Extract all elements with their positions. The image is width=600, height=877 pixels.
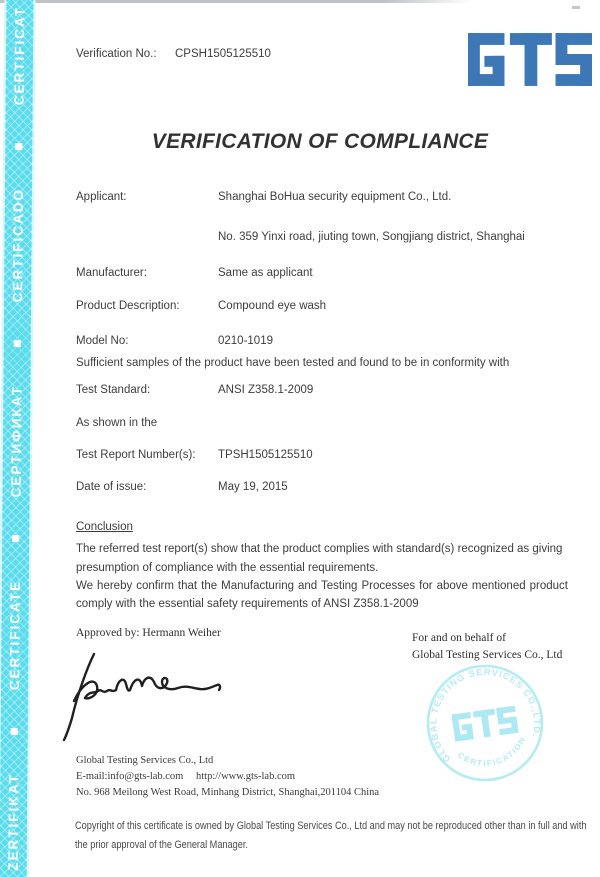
scan-artifact-streak (0, 0, 472, 3)
verification-no-value: CPSH1505125510 (175, 48, 271, 60)
behalf-line-1: For and on behalf of (412, 632, 506, 644)
footer-contacts (76, 771, 295, 782)
stamp-arc-bottom-text: CERTIFICATION (456, 734, 528, 769)
stamp-arc-top-text: GLOBAL TESTING SERVICES CO.,LTD. (428, 666, 543, 765)
svg-text:GLOBAL TESTING SERVICES CO.,LT (415, 654, 547, 766)
certificate-side-band (0, 0, 36, 877)
test-standard-label: Test Standard: (76, 384, 151, 396)
copyright-line-2: the prior approval of the General Manager. (75, 839, 248, 851)
copyright-notice (75, 817, 587, 855)
footer-email: E-mail:info@gts-lab.com (76, 771, 184, 782)
gts-logo (468, 33, 592, 91)
copyright-line-1: Copyright of this certificate is owned by Global Testing Services Co., Ltd and may not be reproduced other than in full and with (75, 820, 587, 832)
page-title: VERIFICATION OF COMPLIANCE (151, 130, 489, 153)
conclusion-heading: Conclusion (76, 521, 133, 533)
test-standard-value: ANSI Z358.1-2009 (218, 384, 314, 396)
applicant-label: Applicant: (76, 191, 127, 203)
square-separator-icon (14, 340, 21, 347)
applicant-address: No. 359 Yinxi road, jiuting town, Songjiang district, Shanghai (218, 231, 525, 243)
date-of-issue-label: Date of issue: (76, 481, 147, 493)
test-report-label: Test Report Number(s): (76, 449, 196, 461)
conclusion-paragraph-1: The referred test report(s) show that the product complies with standard(s) recognized as giving presumption of compliance with the essential requirements. (76, 543, 563, 574)
certification-stamp (414, 652, 556, 799)
conclusion-paragraph-2: We hereby confirm that the Manufacturing and Testing Processes for above mentioned product comply with the essential safety requirements of ANSI Z358.1-2009 (76, 580, 568, 610)
signature (54, 646, 234, 751)
square-separator-icon (15, 143, 22, 150)
model-no-value: 0210-1019 (218, 335, 273, 347)
verification-no-label: Verification No.: (76, 48, 157, 60)
samples-note: Sufficient samples of the product have been tested and found to be in conformity with (76, 357, 510, 369)
date-of-issue-value: May 19, 2015 (218, 481, 288, 493)
band-word-certificado: CERTIFICADO (10, 187, 26, 303)
stamp-gts-monogram (452, 706, 519, 742)
band-word-certificat: CERTIFICAT (11, 5, 28, 106)
model-no-label: Model No: (76, 335, 129, 347)
gts-logo-graphic (468, 33, 592, 86)
square-separator-icon (12, 535, 19, 542)
manufacturer-label: Manufacturer: (76, 267, 147, 279)
manufacturer-value: Same as applicant (218, 267, 313, 279)
test-report-value: TPSH1505125510 (218, 449, 313, 461)
band-word-sertifikat-cyrillic: СЕРТИФИКАТ (8, 385, 25, 498)
behalf-line-2: Global Testing Services Co., Ltd (412, 649, 563, 661)
shown-note: As shown in the (76, 417, 158, 429)
applicant-value: Shanghai BoHua security equipment Co., Ltd. (218, 191, 452, 203)
product-description-value: Compound eye wash (218, 300, 327, 312)
footer-company: Global Testing Services Co., Ltd (76, 755, 214, 766)
scan-artifact-dot (572, 6, 580, 9)
product-description-label: Product Description: (76, 300, 180, 312)
certification-stamp-graphic (414, 652, 556, 794)
band-word-certificate: CERTIFICATE (7, 580, 23, 691)
signature-graphic (54, 646, 234, 746)
square-separator-icon (11, 728, 18, 735)
footer-website: http://www.gts-lab.com (195, 771, 296, 782)
footer-address: No. 968 Meilong West Road, Minhang District, Shanghai,201104 China (76, 787, 380, 798)
approved-by-line: Approved by: Hermann Weiher (76, 627, 221, 639)
band-word-zertifikat: ZERTIFIKAT (5, 773, 22, 871)
